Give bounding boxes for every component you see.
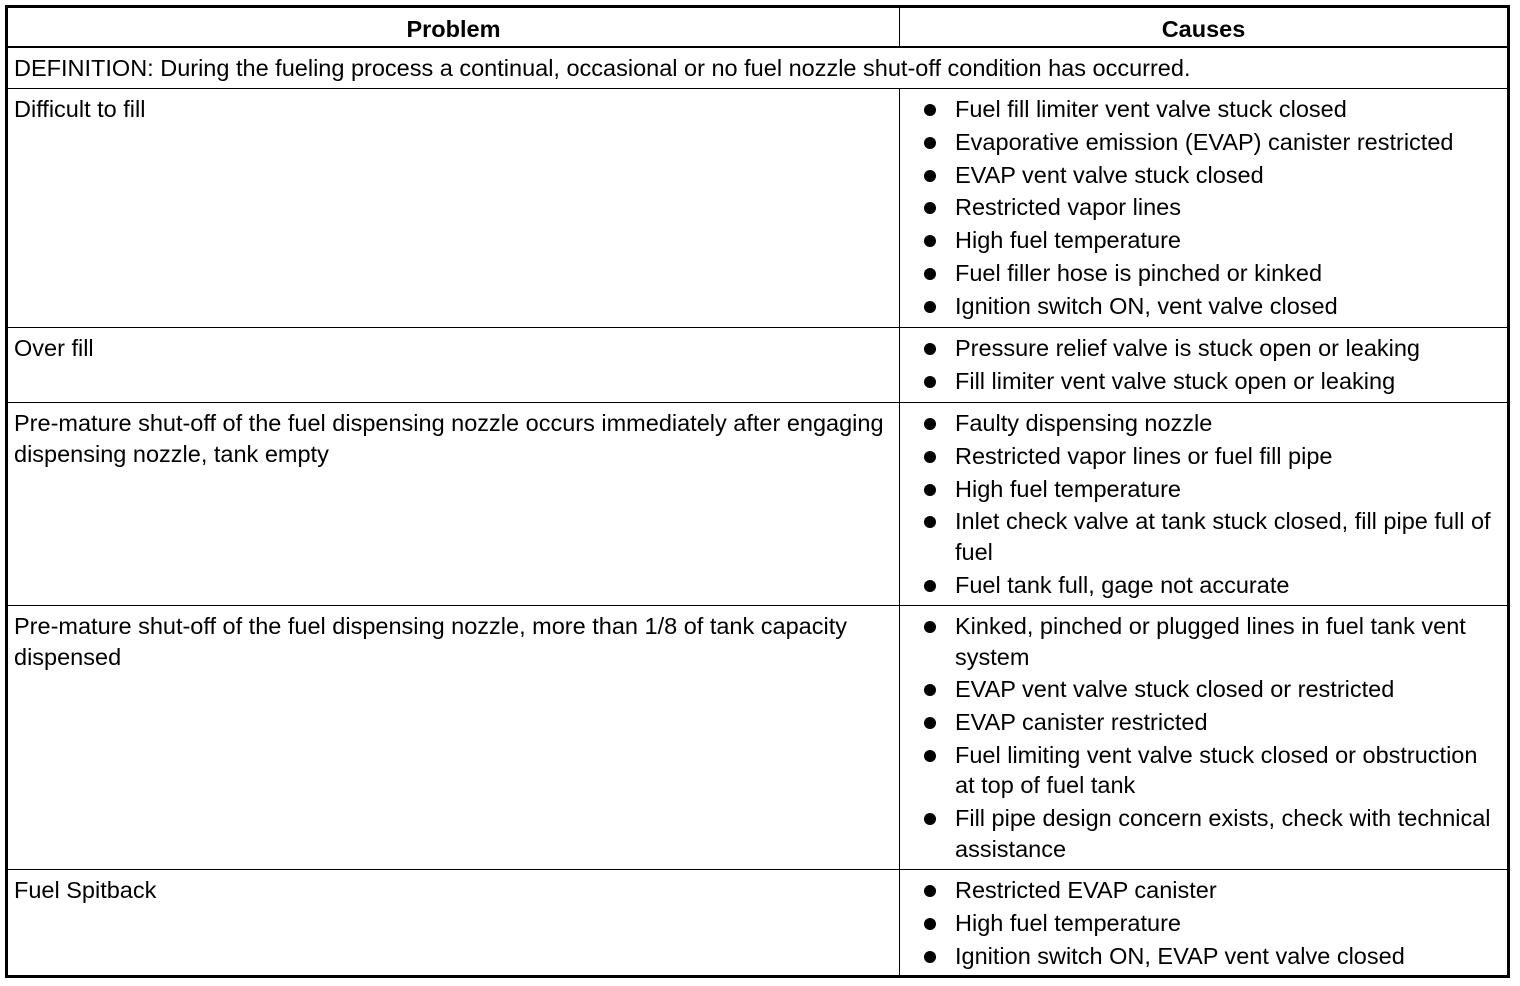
definition-text: DEFINITION: During the fueling process a continual, occasional or no fuel nozzle shut-off condition has occurred. bbox=[7, 47, 1509, 89]
problem-cell: Over fill bbox=[7, 328, 900, 403]
cause-text: EVAP canister restricted bbox=[955, 709, 1208, 736]
bullet-icon bbox=[924, 684, 936, 696]
cause-item bbox=[900, 803, 1503, 864]
cause-item bbox=[900, 570, 1503, 601]
causes-list bbox=[900, 408, 1503, 600]
bullet-icon bbox=[924, 202, 936, 214]
cause-text: Restricted vapor lines or fuel fill pipe bbox=[955, 442, 1333, 469]
bullet-icon bbox=[924, 516, 936, 528]
cause-item bbox=[900, 291, 1503, 322]
cause-text: Fuel filler hose is pinched or kinked bbox=[955, 259, 1323, 286]
bullet-icon bbox=[924, 268, 936, 280]
causes-cell bbox=[900, 870, 1509, 977]
cause-text: Restricted EVAP canister bbox=[955, 877, 1217, 903]
causes-cell bbox=[900, 403, 1509, 606]
cause-item bbox=[900, 474, 1503, 505]
problem-column-header: Problem bbox=[7, 7, 900, 47]
table-row bbox=[7, 89, 1509, 328]
cause-text: EVAP vent valve stuck closed or restricted bbox=[955, 676, 1395, 703]
bullet-icon bbox=[924, 376, 936, 388]
cause-text: Fuel tank full, gage not accurate bbox=[955, 571, 1290, 598]
bullet-icon bbox=[924, 580, 936, 592]
bullet-icon bbox=[924, 137, 936, 149]
bullet-icon bbox=[924, 301, 936, 313]
cause-item bbox=[900, 611, 1503, 672]
problem-cell: Fuel Spitback bbox=[7, 870, 900, 977]
cause-item bbox=[900, 441, 1503, 472]
causes-list bbox=[900, 611, 1503, 864]
cause-text: Inlet check valve at tank stuck closed, fill pipe full of fuel bbox=[955, 508, 1491, 565]
definition-row bbox=[7, 47, 1509, 89]
bullet-icon bbox=[924, 885, 936, 897]
causes-cell bbox=[900, 89, 1509, 328]
causes-column-header: Causes bbox=[900, 7, 1509, 47]
diagnostic-table-sheet bbox=[5, 5, 1507, 981]
table-row bbox=[7, 328, 1509, 403]
causes-list bbox=[900, 94, 1503, 321]
cause-item bbox=[900, 908, 1503, 939]
table-row bbox=[7, 606, 1509, 870]
problem-cell: Pre-mature shut-off of the fuel dispensing nozzle occurs immediately after engaging dispensing nozzle, tank empty bbox=[7, 403, 900, 606]
cause-item bbox=[900, 127, 1503, 158]
cause-item bbox=[900, 506, 1503, 567]
header-row bbox=[7, 7, 1509, 47]
bullet-icon bbox=[924, 235, 936, 247]
cause-text: Fill pipe design concern exists, check with technical assistance bbox=[955, 805, 1491, 862]
cause-item bbox=[900, 674, 1503, 705]
bullet-icon bbox=[924, 170, 936, 182]
cause-text: Faulty dispensing nozzle bbox=[955, 410, 1213, 436]
cause-text: High fuel temperature bbox=[955, 475, 1181, 502]
causes-list bbox=[900, 333, 1503, 396]
cause-text: Fuel limiting vent valve stuck closed or obstruction at top of fuel tank bbox=[955, 741, 1478, 799]
cause-text: EVAP vent valve stuck closed bbox=[955, 161, 1264, 188]
table-row bbox=[7, 870, 1509, 977]
cause-text: Fuel fill limiter vent valve stuck closed bbox=[955, 96, 1347, 122]
cause-item bbox=[900, 408, 1503, 439]
cause-text: Ignition switch ON, EVAP vent valve closed bbox=[955, 942, 1405, 969]
causes-cell bbox=[900, 328, 1509, 403]
problem-cell: Difficult to fill bbox=[7, 89, 900, 328]
cause-item bbox=[900, 875, 1503, 906]
cause-item bbox=[900, 941, 1503, 972]
problem-cell: Pre-mature shut-off of the fuel dispensing nozzle, more than 1/8 of tank capacity dispensed bbox=[7, 606, 900, 870]
bullet-icon bbox=[924, 813, 936, 825]
bullet-icon bbox=[924, 104, 936, 116]
bullet-icon bbox=[924, 343, 936, 355]
diagnostic-table bbox=[5, 5, 1510, 978]
cause-item bbox=[900, 94, 1503, 125]
bullet-icon bbox=[924, 621, 936, 633]
cause-text: High fuel temperature bbox=[955, 909, 1181, 936]
table-row bbox=[7, 403, 1509, 606]
cause-item bbox=[900, 707, 1503, 738]
cause-item bbox=[900, 160, 1503, 191]
cause-text: Pressure relief valve is stuck open or leaking bbox=[955, 335, 1420, 361]
cause-item bbox=[900, 740, 1503, 801]
cause-item bbox=[900, 333, 1503, 364]
bullet-icon bbox=[924, 951, 936, 963]
causes-list bbox=[900, 875, 1503, 971]
cause-item bbox=[900, 366, 1503, 397]
cause-text: Evaporative emission (EVAP) canister restricted bbox=[955, 128, 1454, 155]
causes-cell bbox=[900, 606, 1509, 870]
bullet-icon bbox=[924, 418, 936, 430]
bullet-icon bbox=[924, 484, 936, 496]
bullet-icon bbox=[924, 918, 936, 930]
cause-item bbox=[900, 258, 1503, 289]
bullet-icon bbox=[924, 750, 936, 762]
cause-text: Restricted vapor lines bbox=[955, 194, 1181, 221]
cause-item bbox=[900, 225, 1503, 256]
bullet-icon bbox=[924, 717, 936, 729]
cause-text: Fill limiter vent valve stuck open or leaking bbox=[955, 367, 1396, 394]
cause-text: Kinked, pinched or plugged lines in fuel tank vent system bbox=[955, 613, 1466, 670]
cause-text: High fuel temperature bbox=[955, 227, 1181, 254]
cause-item bbox=[900, 192, 1503, 223]
bullet-icon bbox=[924, 451, 936, 463]
cause-text: Ignition switch ON, vent valve closed bbox=[955, 292, 1338, 319]
